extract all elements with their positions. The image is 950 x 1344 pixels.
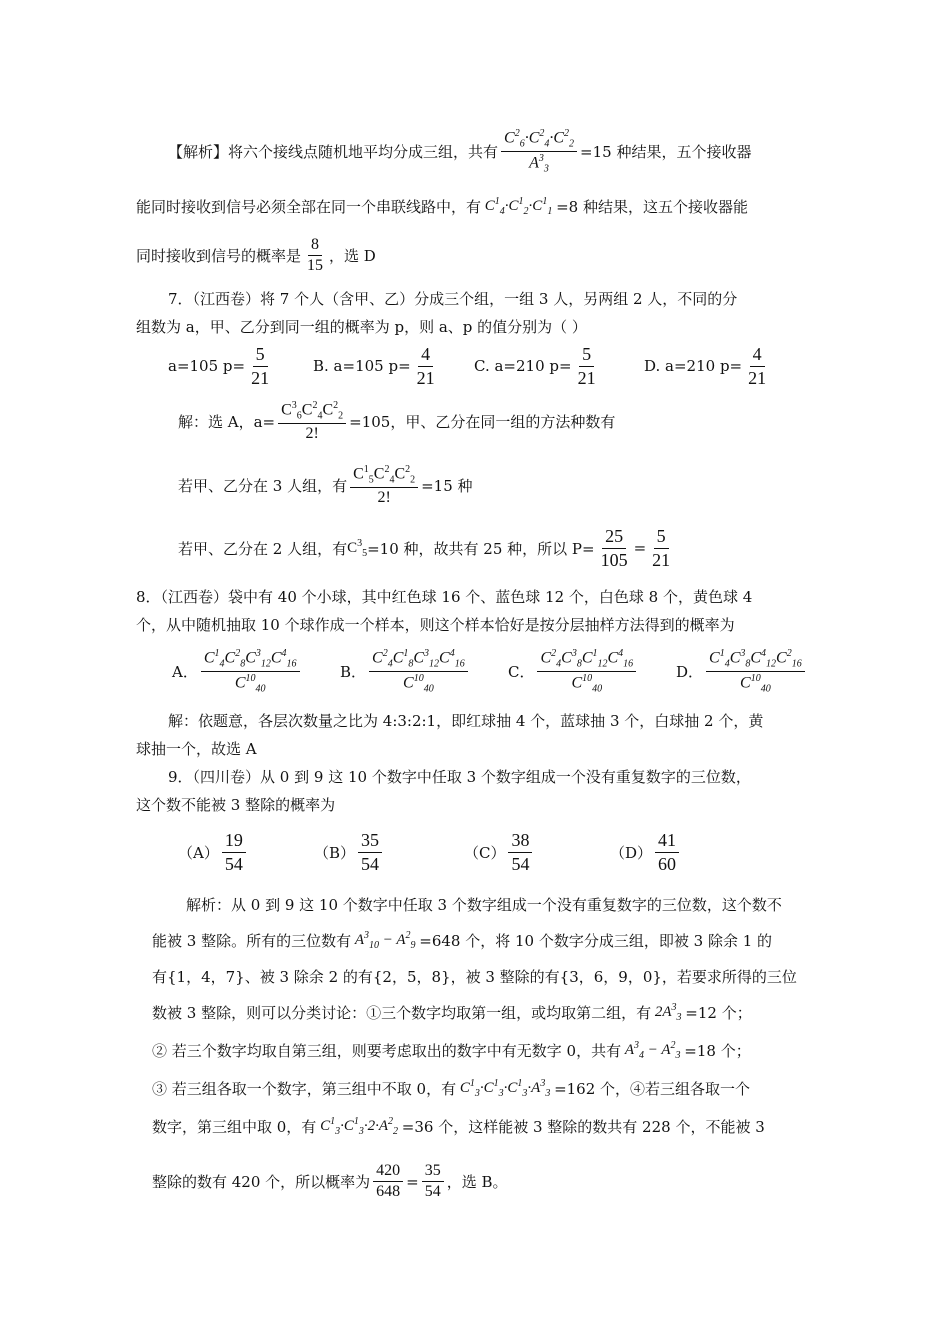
q8-option-b: B． $\frac{C^2_4C^1_8C^3_{12}C^4_{16}}{C^{10}_{40}}$ (340, 648, 471, 695)
p1-line3 (136, 236, 376, 276)
q7-option-c: C. a=210 p= $\frac{5}{21}$ (474, 344, 596, 388)
q9-arrangement-expr-1: $A^3_{10} - A^2_9$ (351, 930, 416, 951)
p1-text-f: ，选 D (329, 247, 376, 266)
q9-option-a: （A） $\frac{19}{54}$ (178, 830, 249, 874)
p1-combination-expr: $C^1_4\cdot C^1_2\cdot C^1_1$ (481, 196, 553, 217)
q7-sol2-frac: $\frac{C^1_5C^2_4C^2_2}{2!}$ (350, 464, 418, 507)
q8-option-c: C． $\frac{C^2_4C^3_8C^1_{12}C^4_{16}}{C^{10}_{40}}$ (508, 648, 639, 695)
p1-line1 (168, 128, 751, 175)
p1-frac-num: $C^2_6\cdot C^2_4\cdot C^2_2$ (501, 128, 577, 152)
q9-stem-1: 9．（四川卷）从 0 到 9 这 10 个数字中任取 3 个数字组成一个没有重复数字的三位数， (168, 768, 751, 786)
q7-sol3-comb: $C^3_5$ (347, 537, 368, 559)
q7-sol2-num: $C^1_5C^2_4C^2_2$ (350, 464, 418, 488)
q7-sol1-num: $C^3_6C^2_4C^2_2$ (278, 400, 346, 424)
q9-sol-line-3: 有{1，4，7}、被 3 除余 2 的有{2，5，8}，被 3 整除的有{3，6，9，0}，若要求所得的三位 (152, 968, 797, 986)
p1-text-c: 能同时接收到信号必须全部在同一个串联线路中，有 (136, 198, 482, 216)
q7-option-d: D. a=210 p= $\frac{4}{21}$ (644, 344, 767, 388)
p1-line2 (136, 196, 748, 217)
p1-prob-frac: $\frac{8}{15}$ (307, 236, 324, 275)
q9-arrangement-expr-3: $A^3_4 - A^2_3$ (621, 1040, 681, 1061)
p1-text-a: 【解析】将六个接线点随机地平均分成三组，共有 (168, 143, 499, 162)
q7-option-b: B. a=105 p= $\frac{4}{21}$ (313, 344, 435, 388)
p1-text-b: =15 种结果，五个接收器 (580, 143, 752, 162)
q7-stem-1: 7．（江西卷）将 7 个人（含甲、乙）分成三个组，一组 3 人，另两组 2 人，不同的分 (168, 290, 738, 308)
q9-option-c: （C） $\frac{38}{54}$ (464, 830, 535, 874)
q9-option-b: （B） $\frac{35}{54}$ (314, 830, 385, 874)
q9-sol-line-8: 整除的数有 420 个，所以概率为 $\frac{420}{648}$ = $\frac{35}{54}$ ，选 B。 (152, 1162, 508, 1201)
q9-sol-line-4: 数被 3 整除，则可以分类讨论：①三个数字均取第一组，或均取第二组，有 $2A^3_3$ =12 个； (152, 1002, 752, 1023)
q9-sol-line-2: 能被 3 整除。所有的三位数有 $A^3_{10} - A^2_9$ =648 个，将 10 个数字分成三组，即被 3 除余 1 的 (152, 930, 773, 951)
q8-option-a: A． $\frac{C^1_4C^2_8C^3_{12}C^4_{16}}{C^{10}_{40}}$ (172, 648, 303, 695)
q8-stem-1: 8．（江西卷）袋中有 40 个小球，其中红色球 16 个、蓝色球 12 个，白色球 8 个，黄色球 4 (136, 588, 753, 606)
q9-arrangement-expr-5: $C^1_3\cdot C^1_3\cdot 2\cdot A^2_2$ (316, 1116, 399, 1137)
p1-frac-den: $A^3_3$ (529, 153, 549, 175)
q7-sol1-frac: $\frac{C^3_6C^2_4C^2_2}{2!}$ (278, 400, 346, 443)
p1-text-e: 同时接收到信号的概率是 (136, 247, 302, 266)
q9-option-d: （D） $\frac{41}{60}$ (610, 830, 682, 874)
p1-text-d: =8 种结果，这五个接收器能 (556, 198, 748, 216)
q9-sol-line-5: ② 若三个数字均取自第三组，则要考虑取出的数字中有无数字 0，共有 $A^3_4 - A^2_3$ =18 个； (152, 1040, 751, 1061)
q9-arrangement-expr-4: $C^1_3\cdot C^1_3\cdot C^1_3\cdot A^3_3$ (456, 1078, 551, 1099)
q8-option-d: D． $\frac{C^1_4C^3_8C^4_{12}C^2_{16}}{C^{10}_{40}}$ (676, 648, 808, 695)
p1-fraction (501, 128, 577, 175)
q8-solution-2: 球抽一个，故选 A (136, 740, 257, 758)
q9-sol-line-6: ③ 若三组各取一个数字，第三组中不取 0，有 $C^1_3\cdot C^1_3\cdot C^1_3\cdot A^3_3$ =162 个，④若三组各取一个 (152, 1078, 751, 1099)
q8-solution-1: 解：依题意，各层次数量之比为 4:3:2:1，即红球抽 4 个，蓝球抽 3 个，白球抽 2 个，黄 (168, 712, 764, 730)
q8-stem-2: 个，从中随机抽取 10 个球作成一个样本，则这个样本恰好是按分层抽样方法得到的概率为 (136, 616, 735, 634)
q9-sol-line-1: 解析：从 0 到 9 这 10 个数字中任取 3 个数字组成一个没有重复数字的三位数，这个数不 (186, 896, 782, 914)
q7-option-a: a=105 p= $\frac{5}{21}$ (168, 344, 270, 388)
q9-stem-2: 这个数不能被 3 整除的概率为 (136, 796, 336, 814)
q9-sol-line-7: 数字，第三组中取 0，有 $C^1_3\cdot C^1_3\cdot 2\cdot A^2_2$ =36 个，这样能被 3 整除的数共有 228 个，不能被 3 (152, 1116, 765, 1137)
q9-arrangement-expr-2: $2A^3_3$ (651, 1002, 682, 1023)
q7-solution-2: 若甲、乙分在 3 人组，有 $\frac{C^1_5C^2_4C^2_2}{2!}$ =15 种 (178, 464, 473, 507)
q7-stem-2: 组数为 a，甲、乙分到同一组的概率为 p，则 a、p 的值分别为（ ） (136, 318, 587, 336)
q7-solution-1: 解：选 A，a= $\frac{C^3_6C^2_4C^2_2}{2!}$ =105，甲、乙分在同一组的方法种数有 (178, 400, 616, 443)
q7-solution-3: 若甲、乙分在 2 人组，有 $C^3_5$ =10 种，故共有 25 种，所以 P= $\frac{25}{105}$ = $\frac{5}{21}$ (178, 526, 671, 570)
